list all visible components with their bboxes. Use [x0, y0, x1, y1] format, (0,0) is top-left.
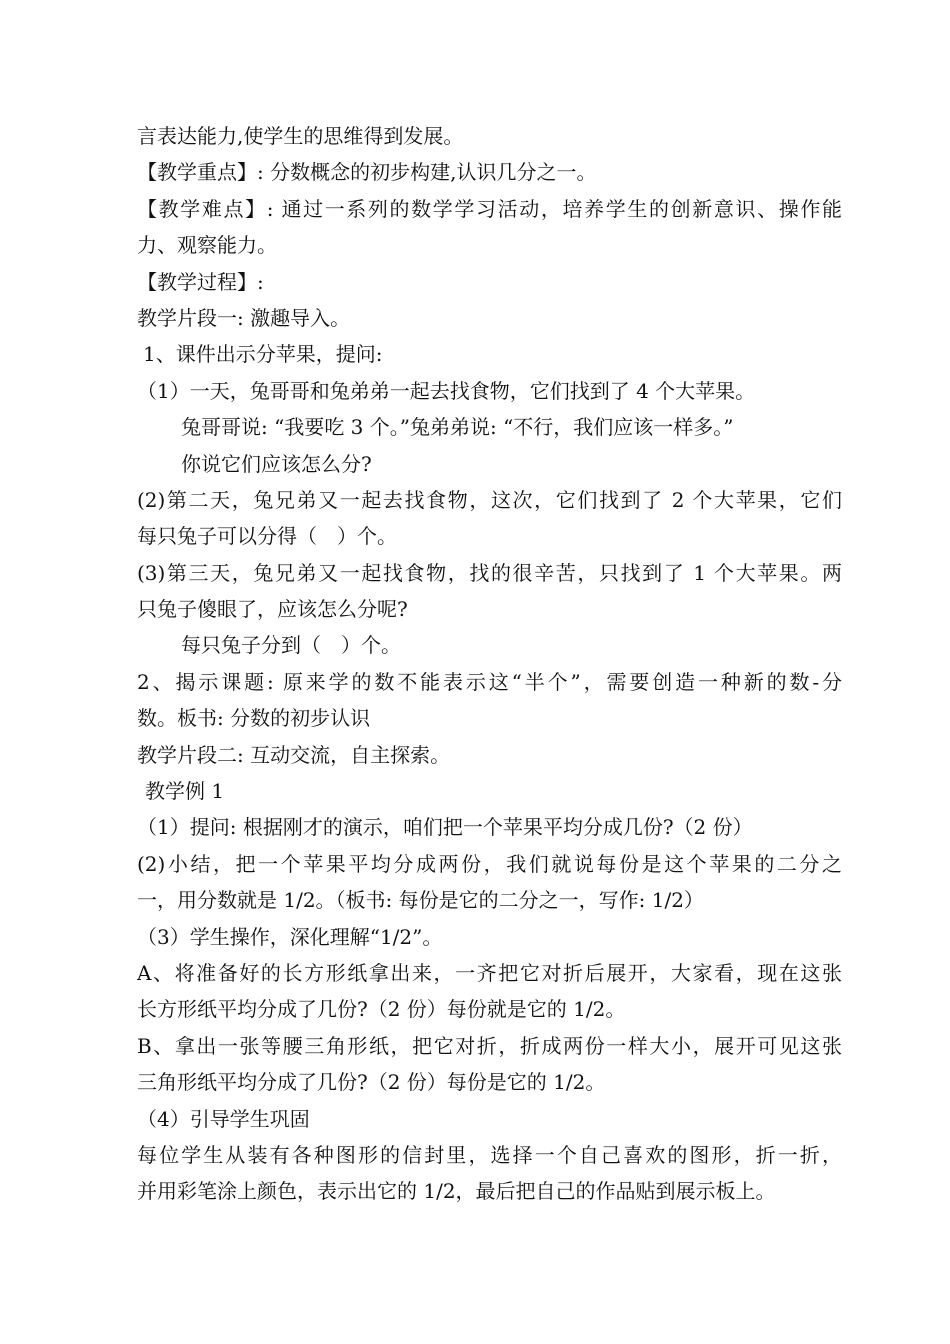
text-line: 每只兔子分到（ ）个。: [181, 633, 401, 658]
process-heading: 【教学过程】:: [137, 269, 264, 294]
list-item: (2)小结，把一个苹果平均分成两份，我们就说每份是这个苹果的二分之: [137, 851, 842, 876]
text-line: 三角形纸平均分成了几份?（2 份）每份是它的 1/2。: [137, 1070, 606, 1095]
list-item: 2、揭示课题: 原来学的数不能表示这“半个”，需要创造一种新的数-分: [137, 669, 842, 694]
text-line: 一，用分数就是 1/2。（板书: 每份是它的二分之一，写作: 1/2）: [137, 888, 704, 913]
text-line: 数。板书: 分数的初步认识: [137, 706, 371, 731]
text-line: 每位学生从装有各种图形的信封里，选择一个自己喜欢的图形，折一折，: [137, 1142, 842, 1167]
list-item: （4）引导学生巩固: [137, 1106, 310, 1131]
text-line: 只兔子傻眼了，应该怎么分呢?: [137, 597, 408, 622]
list-item: B、拿出一张等腰三角形纸，把它对折，折成两份一样大小，展开可见这张: [137, 1033, 842, 1058]
lesson-plan-text: [137, 118, 842, 1210]
section-heading: 教学片段一: 激趣导入。: [137, 305, 351, 330]
section-heading: 教学片段二: 互动交流，自主探索。: [137, 742, 451, 767]
example-heading: 教学例 1: [145, 779, 225, 804]
text-line: 言表达能力,使学生的思维得到发展。: [137, 124, 464, 148]
text-line: 并用彩笔涂上颜色，表示出它的 1/2，最后把自己的作品贴到展示板上。: [137, 1179, 776, 1204]
list-item: 1、课件出示分苹果，提问:: [143, 342, 383, 367]
list-item: (2)第二天，兔兄弟又一起去找食物，这次，它们找到了 2 个大苹果，它们: [137, 487, 842, 512]
text-line: 每只兔子可以分得（ ）个。: [137, 524, 397, 549]
list-item: (3)第三天，兔兄弟又一起找食物，找的很辛苦，只找到了 1 个大苹果。两: [137, 560, 842, 585]
text-line: 力、观察能力。: [137, 233, 277, 258]
list-item: （1）提问: 根据刚才的演示，咱们把一个苹果平均分成几份?（2 份）: [137, 815, 753, 840]
text-line: 你说它们应该怎么分?: [181, 451, 372, 476]
list-item: （1）一天，兔哥哥和兔弟弟一起去找食物，它们找到了 4 个大苹果。: [137, 378, 756, 403]
list-item: A、将准备好的长方形纸拿出来，一齐把它对折后展开，大家看，现在这张: [137, 960, 842, 985]
list-item: （3）学生操作，深化理解“1/2”。: [137, 924, 443, 949]
key-point-line: 【教学重点】: 分数概念的初步构建,认识几分之一。: [137, 160, 597, 185]
difficulty-line: 【教学难点】: 通过一系列的数学学习活动，培养学生的创新意识、操作能: [137, 196, 842, 221]
text-line: 兔哥哥说: “我要吃 3 个。”兔弟弟说: “不行，我们应该一样多。”: [181, 415, 734, 440]
text-line: 长方形纸平均分成了几份?（2 份）每份就是它的 1/2。: [137, 997, 626, 1022]
